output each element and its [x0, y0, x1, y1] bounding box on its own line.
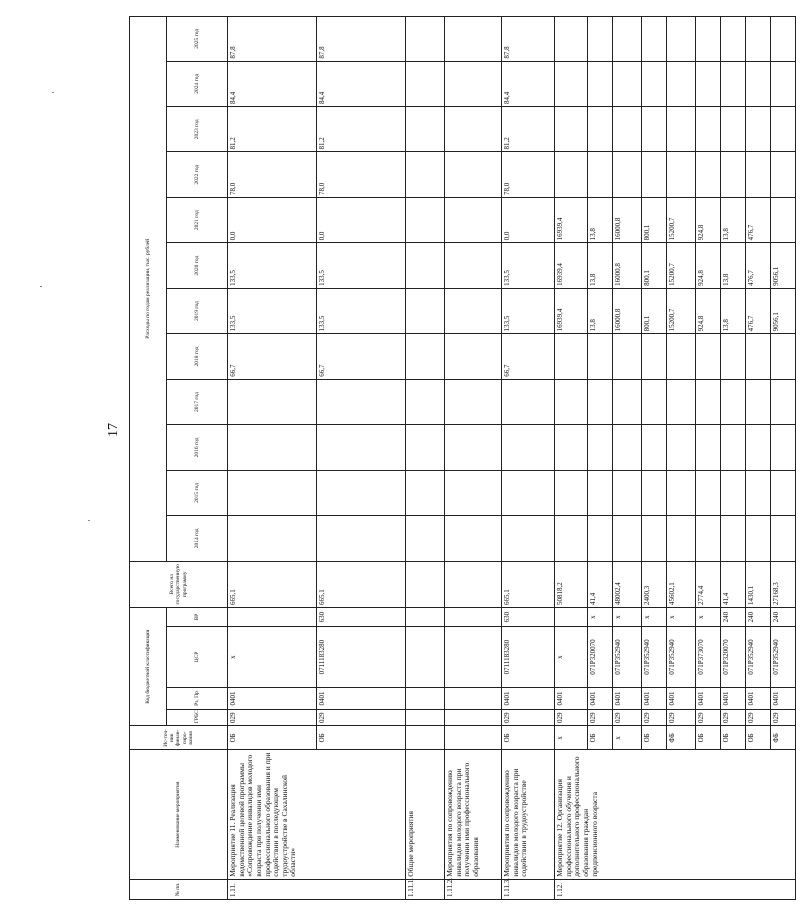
cell-rzpr: 0401 — [696, 687, 721, 709]
cell-source: ОБ — [746, 726, 771, 750]
cell-vr: x — [696, 608, 721, 627]
cell-2018 — [771, 334, 796, 379]
header-2021: 2021 год — [167, 197, 228, 242]
cell-csr: x — [228, 627, 317, 688]
cell-rzpr: 0401 — [555, 687, 588, 709]
table-row — [228, 17, 317, 900]
cell-2024 — [613, 61, 642, 106]
cell-2020: 476,7 — [746, 243, 771, 288]
cell-vr: 240 — [721, 608, 746, 627]
header-total: Всего на государственную программу — [130, 561, 228, 607]
cell-2022 — [667, 152, 696, 197]
cell-2022 — [445, 152, 502, 197]
cell-2018 — [406, 334, 445, 379]
cell-csr: x — [555, 627, 588, 688]
cell-grbs: 029 — [746, 710, 771, 726]
cell-grbs: 029 — [721, 710, 746, 726]
cell-vr: x — [667, 608, 696, 627]
cell-total — [445, 561, 502, 607]
cell-rzpr: 0401 — [642, 687, 667, 709]
cell-2025 — [445, 17, 502, 62]
cell-2023 — [613, 107, 642, 152]
cell-vr: x — [613, 608, 642, 627]
cell-2024: 84,4 — [502, 61, 555, 106]
cell-2016 — [613, 425, 642, 470]
cell-2022 — [771, 152, 796, 197]
cell-2024 — [696, 61, 721, 106]
cell-2014 — [771, 516, 796, 561]
table-row — [445, 17, 502, 900]
cell-2023: 81,2 — [317, 107, 406, 152]
header-2018: 2018 год — [167, 334, 228, 379]
cell-2016 — [445, 425, 502, 470]
cell-2024 — [746, 61, 771, 106]
cell-total: 665,1 — [502, 561, 555, 607]
budget-table — [129, 16, 796, 900]
cell-2024 — [642, 61, 667, 106]
cell-vr: x — [642, 608, 667, 627]
cell-2021: 15200,7 — [667, 197, 696, 242]
cell-2024 — [721, 61, 746, 106]
cell-2018 — [613, 334, 642, 379]
cell-2015 — [588, 470, 613, 515]
cell-2022 — [406, 152, 445, 197]
cell-2019: 800,1 — [642, 288, 667, 333]
cell-2017 — [696, 379, 721, 424]
cell-source — [406, 726, 445, 750]
cell-grbs: 029 — [771, 710, 796, 726]
cell-csr: 071P352940 — [667, 627, 696, 688]
cell-2024 — [555, 61, 588, 106]
cell-2022 — [642, 152, 667, 197]
cell-2017 — [502, 379, 555, 424]
cell-2017 — [642, 379, 667, 424]
cell-2016 — [721, 425, 746, 470]
cell-2021: 13,8 — [588, 197, 613, 242]
cell-2020: 924,8 — [696, 243, 721, 288]
cell-2025: 87,8 — [502, 17, 555, 62]
cell-total: 48002,4 — [613, 561, 642, 607]
cell-2020: 133,5 — [317, 243, 406, 288]
cell-2020: 13,8 — [588, 243, 613, 288]
cell-2021: 0,0 — [228, 197, 317, 242]
header-2025: 2025 год — [167, 17, 228, 62]
header-num: № пп. — [130, 879, 228, 899]
table-row — [555, 17, 588, 900]
cell-source: ОБ — [588, 726, 613, 750]
cell-2024: 84,4 — [228, 61, 317, 106]
cell-csr: 071P352940 — [613, 627, 642, 688]
cell-2022: 78,0 — [228, 152, 317, 197]
cell-2024 — [406, 61, 445, 106]
cell-vr: 240 — [746, 608, 771, 627]
cell-2019: 133,5 — [228, 288, 317, 333]
cell-2014 — [317, 516, 406, 561]
cell-source — [445, 726, 502, 750]
cell-2018 — [746, 334, 771, 379]
cell-2020: 16939,4 — [555, 243, 588, 288]
scan-speck — [52, 92, 54, 93]
cell-grbs: 029 — [555, 710, 588, 726]
cell-csr: 071P352940 — [771, 627, 796, 688]
cell-2024: 84,4 — [317, 61, 406, 106]
cell-2023 — [667, 107, 696, 152]
cell-2015 — [613, 470, 642, 515]
cell-total: 41,4 — [588, 561, 613, 607]
cell-2022 — [746, 152, 771, 197]
cell-2020: 13,8 — [721, 243, 746, 288]
header-2019: 2019 год — [167, 288, 228, 333]
cell-2023: 81,2 — [502, 107, 555, 152]
header-2014: 2014 год — [167, 516, 228, 561]
cell-total: 50818,2 — [555, 561, 588, 607]
cell-2021 — [406, 197, 445, 242]
cell-rzpr: 0401 — [502, 687, 555, 709]
cell-2023 — [721, 107, 746, 152]
cell-2017 — [228, 379, 317, 424]
cell-2018: 66,7 — [317, 334, 406, 379]
cell-2014 — [406, 516, 445, 561]
cell-2016 — [588, 425, 613, 470]
cell-2018 — [721, 334, 746, 379]
cell-rzpr: 0401 — [613, 687, 642, 709]
cell-csr: 071P320070 — [588, 627, 613, 688]
cell-2020 — [445, 243, 502, 288]
cell-rzpr: 0401 — [721, 687, 746, 709]
cell-vr — [406, 608, 445, 627]
cell-2015 — [667, 470, 696, 515]
cell-2017 — [721, 379, 746, 424]
cell-2020 — [406, 243, 445, 288]
header-row-1 — [130, 17, 167, 900]
page-number: 17 — [106, 423, 121, 437]
cell-2019 — [445, 288, 502, 333]
cell-rzpr: 0401 — [588, 687, 613, 709]
cell-2025 — [613, 17, 642, 62]
cell-grbs: 029 — [642, 710, 667, 726]
cell-grbs — [406, 710, 445, 726]
cell-csr — [445, 627, 502, 688]
cell-2014 — [613, 516, 642, 561]
cell-2015 — [696, 470, 721, 515]
cell-2014 — [445, 516, 502, 561]
cell-num: 1.11.2. — [445, 879, 502, 899]
cell-grbs — [445, 710, 502, 726]
cell-2014 — [667, 516, 696, 561]
cell-2024 — [771, 61, 796, 106]
cell-2020: 16000,8 — [613, 243, 642, 288]
cell-grbs: 029 — [228, 710, 317, 726]
cell-source: ОБ — [502, 726, 555, 750]
cell-2021: 476,7 — [746, 197, 771, 242]
cell-name: Мероприятия по сопровождению инвалидов молодого возраста при получении ими профессионального образования — [445, 750, 502, 879]
cell-2019: 476,7 — [746, 288, 771, 333]
cell-2022 — [588, 152, 613, 197]
cell-2019: 15200,7 — [667, 288, 696, 333]
cell-source: x — [613, 726, 642, 750]
cell-2021: 16000,8 — [613, 197, 642, 242]
cell-2025: 87,8 — [228, 17, 317, 62]
cell-num: 1.12. — [555, 879, 796, 899]
cell-2014 — [696, 516, 721, 561]
cell-vr: 630 — [502, 608, 555, 627]
cell-2017 — [667, 379, 696, 424]
cell-2014 — [746, 516, 771, 561]
header-2022: 2022 год — [167, 152, 228, 197]
cell-2022: 78,0 — [317, 152, 406, 197]
cell-total: 27168,3 — [771, 561, 796, 607]
cell-2021: 0,0 — [502, 197, 555, 242]
cell-source: ОБ — [228, 726, 317, 750]
cell-2015 — [406, 470, 445, 515]
cell-total — [406, 561, 445, 607]
cell-name: Общие мероприятия — [406, 750, 445, 879]
cell-2018 — [555, 334, 588, 379]
cell-2015 — [228, 470, 317, 515]
cell-2022: 78,0 — [502, 152, 555, 197]
cell-source: ОБ — [696, 726, 721, 750]
cell-rzpr — [445, 687, 502, 709]
cell-csr: 071P352940 — [642, 627, 667, 688]
cell-2016 — [228, 425, 317, 470]
cell-2015 — [555, 470, 588, 515]
cell-2025 — [746, 17, 771, 62]
cell-vr: 240 — [771, 608, 796, 627]
cell-2017 — [613, 379, 642, 424]
cell-2017 — [746, 379, 771, 424]
cell-grbs: 029 — [317, 710, 406, 726]
cell-2015 — [746, 470, 771, 515]
cell-2018 — [696, 334, 721, 379]
cell-2021 — [445, 197, 502, 242]
cell-2014 — [721, 516, 746, 561]
header-2017: 2017 год — [167, 379, 228, 424]
cell-grbs: 029 — [667, 710, 696, 726]
cell-total: 1430,1 — [746, 561, 771, 607]
cell-2025 — [406, 17, 445, 62]
cell-2022 — [696, 152, 721, 197]
cell-name: Мероприятия по сопровождению инвалидов молодого возраста при содействии в трудоустройстве — [502, 750, 555, 879]
cell-2023 — [588, 107, 613, 152]
cell-2017 — [445, 379, 502, 424]
cell-2014 — [228, 516, 317, 561]
table-row — [502, 17, 555, 900]
cell-2022 — [721, 152, 746, 197]
header-years-group: Расходы по годам реализации, тыс. рублей — [130, 17, 167, 562]
cell-2014 — [642, 516, 667, 561]
cell-source: ФБ — [667, 726, 696, 750]
cell-2023 — [406, 107, 445, 152]
cell-grbs: 029 — [588, 710, 613, 726]
cell-source: ОБ — [721, 726, 746, 750]
cell-2021 — [771, 197, 796, 242]
cell-2025 — [667, 17, 696, 62]
cell-total: 41,4 — [721, 561, 746, 607]
cell-2015 — [721, 470, 746, 515]
cell-2022 — [555, 152, 588, 197]
cell-2016 — [502, 425, 555, 470]
cell-2023 — [555, 107, 588, 152]
cell-2021: 800,1 — [642, 197, 667, 242]
cell-csr: 071P373070 — [696, 627, 721, 688]
rotated-table-container — [129, 16, 780, 900]
cell-grbs: 029 — [613, 710, 642, 726]
cell-csr: 0711183280 — [502, 627, 555, 688]
cell-2023 — [696, 107, 721, 152]
cell-2019: 13,8 — [588, 288, 613, 333]
cell-rzpr: 0401 — [317, 687, 406, 709]
cell-rzpr: 0401 — [746, 687, 771, 709]
cell-name: Мероприятие 12. Организация профессионального обучения и дополнительного профессионального образования граждан предпенсионного возраста — [555, 750, 796, 879]
cell-2016 — [696, 425, 721, 470]
header-2024: 2024 год — [167, 61, 228, 106]
cell-rzpr: 0401 — [771, 687, 796, 709]
header-2016: 2016 год — [167, 425, 228, 470]
cell-2017 — [317, 379, 406, 424]
cell-name: Мероприятие 11. Реализация ведомственной целевой программы «Сопровождение инвалидов молодого возраста при получении ими профессионального образования и при содействии в последующем трудоустройстве в Сахалинской области» — [228, 750, 406, 879]
header-budget-code: Код бюджетной классификации — [130, 608, 167, 726]
cell-2021: 0,0 — [317, 197, 406, 242]
cell-2019: 16000,8 — [613, 288, 642, 333]
cell-total: 2400,3 — [642, 561, 667, 607]
cell-source: x — [555, 726, 588, 750]
cell-2025 — [588, 17, 613, 62]
cell-vr — [228, 608, 317, 627]
cell-2023 — [642, 107, 667, 152]
cell-2022 — [613, 152, 642, 197]
cell-2024 — [445, 61, 502, 106]
cell-total: 2774,4 — [696, 561, 721, 607]
cell-2025: 87,8 — [317, 17, 406, 62]
header-rzpr: Рз, Пр — [167, 687, 228, 709]
header-2020: 2020 год — [167, 243, 228, 288]
cell-2023 — [445, 107, 502, 152]
cell-2019: 924,8 — [696, 288, 721, 333]
cell-2017 — [555, 379, 588, 424]
cell-2020: 133,5 — [502, 243, 555, 288]
header-2023: 2023 год — [167, 107, 228, 152]
cell-2019: 9056,1 — [771, 288, 796, 333]
cell-2016 — [771, 425, 796, 470]
header-grbs: ГРБС — [167, 710, 228, 726]
cell-csr — [406, 627, 445, 688]
cell-2016 — [406, 425, 445, 470]
cell-total: 45602,1 — [667, 561, 696, 607]
cell-2015 — [502, 470, 555, 515]
cell-num: 1.11. — [228, 879, 406, 899]
cell-csr: 071P352940 — [746, 627, 771, 688]
cell-csr: 071P320070 — [721, 627, 746, 688]
cell-csr: 0711183280 — [317, 627, 406, 688]
cell-2019: 133,5 — [502, 288, 555, 333]
scan-speck — [88, 520, 90, 521]
cell-vr: x — [588, 608, 613, 627]
cell-grbs: 029 — [502, 710, 555, 726]
cell-rzpr: 0401 — [228, 687, 317, 709]
cell-2018 — [588, 334, 613, 379]
cell-2024 — [667, 61, 696, 106]
cell-2014 — [555, 516, 588, 561]
cell-2018: 66,7 — [502, 334, 555, 379]
cell-2016 — [555, 425, 588, 470]
cell-2015 — [445, 470, 502, 515]
cell-source: ФБ — [771, 726, 796, 750]
cell-num: 1.11.3. — [502, 879, 555, 899]
cell-2020: 15200,7 — [667, 243, 696, 288]
cell-2016 — [642, 425, 667, 470]
cell-2015 — [642, 470, 667, 515]
cell-2020: 133,5 — [228, 243, 317, 288]
cell-2023 — [746, 107, 771, 152]
cell-2015 — [771, 470, 796, 515]
cell-2025 — [555, 17, 588, 62]
cell-2016 — [746, 425, 771, 470]
cell-2025 — [642, 17, 667, 62]
cell-2015 — [317, 470, 406, 515]
cell-2020: 800,1 — [642, 243, 667, 288]
cell-rzpr — [406, 687, 445, 709]
cell-2018 — [667, 334, 696, 379]
cell-2025 — [771, 17, 796, 62]
cell-vr — [445, 608, 502, 627]
cell-2014 — [588, 516, 613, 561]
cell-2018: 66,7 — [228, 334, 317, 379]
cell-2018 — [445, 334, 502, 379]
header-2015: 2015 год — [167, 470, 228, 515]
cell-2017 — [588, 379, 613, 424]
header-csr: ЦСР — [167, 627, 228, 688]
cell-source: ОБ — [317, 726, 406, 750]
cell-vr: 630 — [317, 608, 406, 627]
cell-total: 665,1 — [317, 561, 406, 607]
header-name: Наименование мероприятия — [130, 750, 228, 879]
cell-grbs: 029 — [696, 710, 721, 726]
cell-2017 — [406, 379, 445, 424]
cell-2020: 9056,1 — [771, 243, 796, 288]
cell-2025 — [696, 17, 721, 62]
cell-2023 — [771, 107, 796, 152]
cell-2024 — [588, 61, 613, 106]
cell-2019: 16939,4 — [555, 288, 588, 333]
cell-2019 — [406, 288, 445, 333]
header-source: Ис-точ-ник финан-сиро-вания — [130, 726, 228, 750]
cell-2018 — [642, 334, 667, 379]
cell-2025 — [721, 17, 746, 62]
cell-vr — [555, 608, 588, 627]
cell-source: ОБ — [642, 726, 667, 750]
cell-2023: 81,2 — [228, 107, 317, 152]
cell-total: 665,1 — [228, 561, 317, 607]
cell-2019: 133,5 — [317, 288, 406, 333]
cell-num: 1.11.1. — [406, 879, 445, 899]
cell-2016 — [667, 425, 696, 470]
cell-2021: 16939,4 — [555, 197, 588, 242]
cell-2014 — [502, 516, 555, 561]
cell-2016 — [317, 425, 406, 470]
cell-2021: 13,8 — [721, 197, 746, 242]
cell-rzpr: 0401 — [667, 687, 696, 709]
table-row — [406, 17, 445, 900]
cell-2021: 924,8 — [696, 197, 721, 242]
cell-2017 — [771, 379, 796, 424]
scan-speck — [40, 286, 42, 287]
header-vr: ВР — [167, 608, 228, 627]
cell-2019: 13,8 — [721, 288, 746, 333]
